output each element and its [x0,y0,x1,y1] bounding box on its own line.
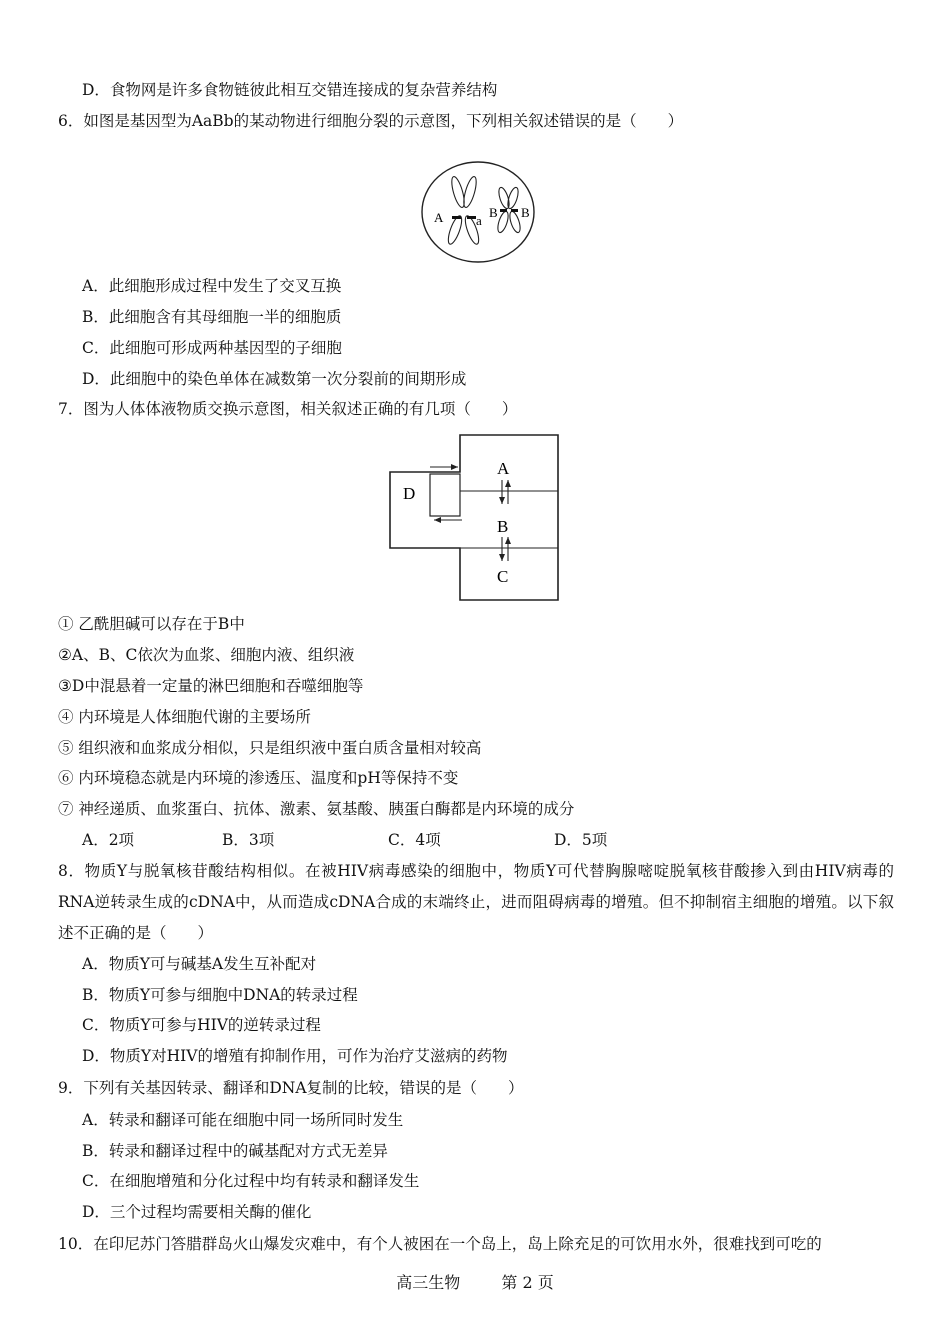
question-10-stem: 10．在印尼苏门答腊群岛火山爆发灾难中，有个人被困在一个岛上，岛上除充足的可饮用水外，很难找到可吃的 [58,1235,822,1253]
compartment-label-D: D [403,484,416,503]
q7-option-b: B．3项 [222,831,275,849]
page-footer [0,1270,950,1293]
q8-option-a: A．物质Y可与碱基A发生互补配对 [82,955,317,973]
q7-statement-4: ④ 内环境是人体细胞代谢的主要场所 [58,708,311,726]
chromosome-right [496,186,522,233]
q6-option-b: B．此细胞含有其母细胞一半的细胞质 [82,308,342,326]
cell-division-figure [420,160,536,264]
q9-option-d: D．三个过程均需要相关酶的催化 [82,1203,312,1221]
question-8-stem: 8．物质Y与脱氧核苷酸结构相似。在被HIV病毒感染的细胞中，物质Y可代替胸腺嘧啶脱氧核苷酸掺入到由HIV病毒的RNA逆转录生成的cDNA中，从而造成cDNA合成的末端终止，进而阻碍病毒的增殖。但不抑制宿主细胞的增殖。以下叙述不正确的是（ ） [58,862,894,942]
q8-option-b: B．物质Y可参与细胞中DNA的转录过程 [82,986,358,1004]
compartment-label-A: A [497,459,510,478]
compartment-label-B: B [497,517,509,536]
footer-subject: 高三生物 [396,1273,461,1292]
gene-band-right-2 [511,209,518,212]
q7-statement-5: ⑤ 组织液和血浆成分相似，只是组织液中蛋白质含量相对较高 [58,739,482,757]
q9-option-b: B．转录和翻译过程中的碱基配对方式无差异 [82,1142,388,1160]
gene-label-a: a [476,213,482,228]
q7-option-a: A．2项 [82,831,135,849]
gene-label-B-left: B [489,205,498,220]
compartment-d-box [430,474,460,516]
question-7-stem: 7．图为人体体液物质交换示意图，相关叙述正确的有几项（ ） [58,400,518,418]
q8-option-c: C．物质Y可参与HIV的逆转录过程 [82,1016,321,1034]
gene-label-B-right: B [521,205,530,220]
compartment-label-C: C [497,567,509,586]
question-6-stem: 6．如图是基因型为AaBb的某动物进行细胞分裂的示意图，下列相关叙述错误的是（ ） [58,112,684,130]
gene-band-left [452,216,461,219]
chromosome-left [446,175,482,245]
q9-option-a: A．转录和翻译可能在细胞中同一场所同时发生 [82,1111,404,1129]
body-fluid-figure [388,434,562,602]
q7-option-c: C．4项 [388,831,441,849]
q5-option-d: D．食物网是许多食物链彼此相互交错连接成的复杂营养结构 [82,81,498,99]
question-9-stem: 9．下列有关基因转录、翻译和DNA复制的比较，错误的是（ ） [58,1079,524,1097]
gene-band-right [500,209,507,212]
q6-option-d: D．此细胞中的染色单体在减数第一次分裂前的间期形成 [82,370,467,388]
q6-option-c: C．此细胞可形成两种基因型的子细胞 [82,339,342,357]
figure-outline [390,435,558,600]
gene-label-A: A [434,210,444,225]
q7-statement-2: ②A、B、C依次为血浆、细胞内液、组织液 [58,646,355,664]
q7-option-d: D．5项 [554,831,608,849]
q7-statement-6: ⑥ 内环境稳态就是内环境的渗透压、温度和pH等保持不变 [58,769,459,787]
gene-band-left-2 [467,216,476,219]
q8-option-d: D．物质Y对HIV的增殖有抑制作用，可作为治疗艾滋病的药物 [82,1047,508,1065]
q7-statement-3: ③D中混悬着一定量的淋巴细胞和吞噬细胞等 [58,677,364,695]
q6-option-a: A．此细胞形成过程中发生了交叉互换 [82,277,342,295]
q7-statement-1: ① 乙酰胆碱可以存在于B中 [58,615,245,633]
q9-option-c: C．在细胞增殖和分化过程中均有转录和翻译发生 [82,1172,420,1190]
q7-statement-7: ⑦ 神经递质、血浆蛋白、抗体、激素、氨基酸、胰蛋白酶都是内环境的成分 [58,800,575,818]
footer-page-number: 第 2 页 [501,1273,554,1292]
